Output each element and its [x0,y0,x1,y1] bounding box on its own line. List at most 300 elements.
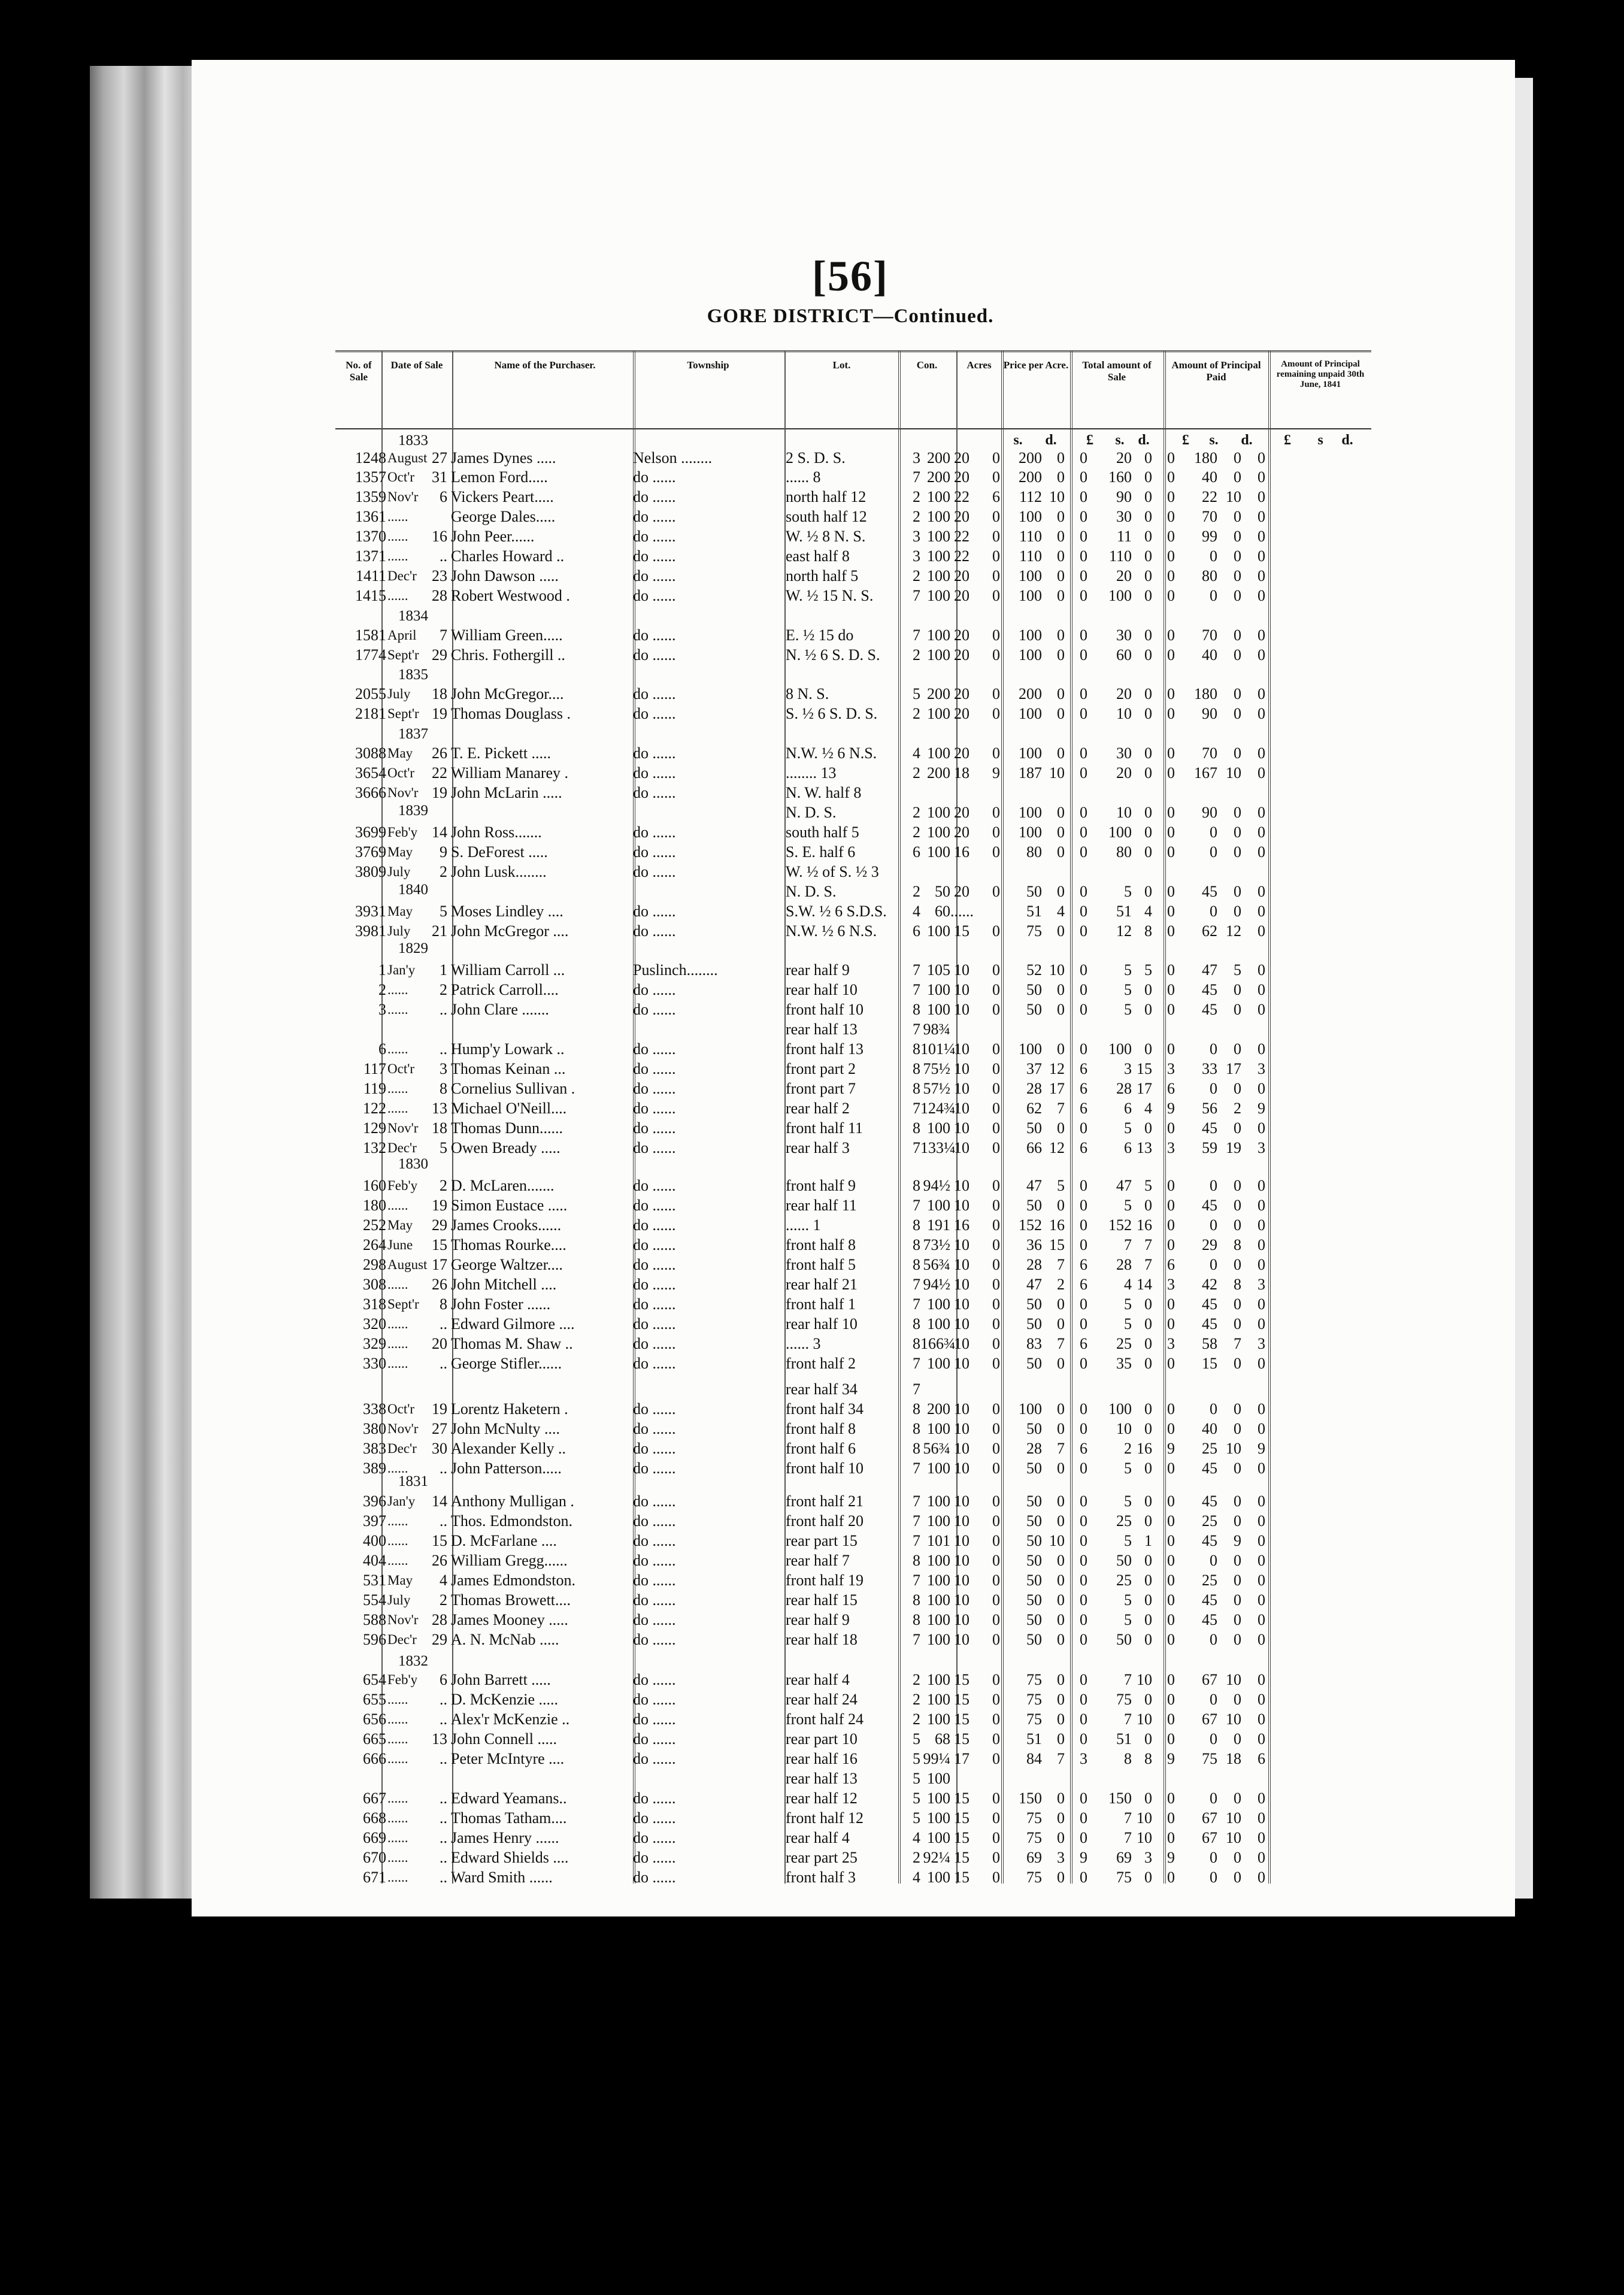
cell-pd: 0 [992,1420,1000,1437]
cell-ps: 20 [954,468,969,486]
cell-us: 7 [1234,1335,1241,1352]
cell-ud: 0 [1258,1256,1265,1273]
cell-day: 21 [432,922,447,940]
cell-us: 0 [1234,1460,1241,1477]
cell-name: John Clare ....... [451,1001,549,1018]
cell-tl: 50 [1026,1572,1042,1589]
cell-twp: do ...... [633,1256,676,1273]
cell-ud: 0 [1258,883,1265,900]
cell-name: Chris. Fothergill .. [451,646,565,664]
cell-twp: do ...... [633,1750,676,1767]
table-row [335,1769,1371,1789]
cell-day: 8 [440,1080,447,1097]
cell-ud: 0 [1258,804,1265,821]
cell-lot: front half 21 [786,1492,863,1510]
cell-ts: 17 [1049,1080,1065,1097]
cell-con: 4 [913,1829,920,1846]
cell-day: 27 [432,449,447,467]
cell-pd: 0 [992,1001,1000,1018]
cell-psh: 0 [1144,1335,1152,1352]
cell-ps: 10 [954,1119,969,1137]
cell-ul: 70 [1202,508,1217,525]
cell-name: John Ross....... [451,823,542,841]
cell-con: 7 [913,1021,920,1038]
cell-ts: 4 [1057,903,1065,920]
cell-no: 554 [363,1591,386,1609]
cell-ul: 29 [1202,1236,1217,1254]
cell-us: 0 [1234,1849,1241,1866]
cell-con: 2 [913,508,920,525]
cell-psh: 0 [1144,528,1152,545]
cell-lot: rear half 7 [786,1552,850,1569]
table-row [335,1590,1371,1610]
cell-ps: 10 [954,1532,969,1549]
cell-ts: 0 [1057,508,1065,525]
cell-pd: 0 [992,1197,1000,1214]
cell-ul: 22 [1202,488,1217,505]
cell-lot: north half 12 [786,488,866,505]
cell-day: 2 [440,981,447,998]
cell-ps: 15 [954,1790,969,1807]
cell-ud: 0 [1258,567,1265,585]
cell-pdd: 0 [1167,883,1175,900]
cell-td: 0 [1080,508,1087,525]
cell-con: 3 [913,449,920,467]
cell-no: 3981 [355,922,386,940]
cell-pd: 0 [992,1440,1000,1457]
cell-pdd: 9 [1167,1100,1175,1117]
cell-pd: 0 [992,1256,1000,1273]
cell-acres: 200 [927,1400,950,1418]
cell-lot: W. ½ 15 N. S. [786,587,874,604]
table-row [335,625,1371,646]
cell-day: 16 [432,528,447,545]
cell-acres: 56¾ [923,1440,950,1457]
cell-lot: ........ 13 [786,764,837,782]
cell-day: 23 [432,567,447,585]
cell-ps: 15 [954,1730,969,1748]
cell-acres: 200 [927,449,950,467]
cell-acres: 100 [927,567,950,585]
table-row [335,448,1371,468]
cell-ps: 16 [954,1216,969,1234]
cell-td: 0 [1080,567,1087,585]
cell-ud: 0 [1258,587,1265,604]
table-row [335,1867,1371,1888]
cell-acres: 133¼ [920,1139,956,1156]
cell-day: .. [440,1849,447,1866]
cell-name: Moses Lindley .... [451,903,563,920]
cell-psh: 0 [1144,1355,1152,1372]
cell-twp: do ...... [633,1440,676,1457]
cell-pd: 0 [992,685,1000,703]
header-purchaser: Name of the Purchaser. [494,359,596,371]
table-row [335,1294,1371,1315]
cell-psh: 10 [1137,1671,1152,1688]
cell-lot: front half 19 [786,1572,863,1589]
cell-ps: 20 [954,508,969,525]
cell-twp: do ...... [633,1460,676,1477]
cell-pl: 75 [1116,1691,1132,1708]
cell-psh: 4 [1144,903,1152,920]
cell-pd: 0 [992,1710,1000,1728]
cell-pd: 0 [992,646,1000,664]
cell-twp: do ...... [633,1691,676,1708]
cell-con: 7 [913,961,920,979]
cell-lot: front half 9 [786,1177,856,1194]
cell-pl: 20 [1116,685,1132,703]
cell-ts: 10 [1049,1532,1065,1549]
cell-ud: 0 [1258,1512,1265,1530]
cell-pd: 0 [992,1691,1000,1708]
table-row [335,1354,1371,1374]
cell-ud: 0 [1258,1552,1265,1569]
cell-day: 3 [440,1060,447,1077]
unit-paid-d: d. [1241,432,1253,448]
cell-ps: 10 [954,1611,969,1628]
cell-acres: 100 [927,1710,950,1728]
cell-acres: 100 [927,1119,950,1137]
cell-tl: 50 [1026,1295,1042,1313]
cell-month: Jan'y [387,1494,416,1509]
header-principal-paid: Amount of Principal Paid [1171,359,1261,383]
cell-lot: N. ½ 6 S. D. S. [786,646,880,664]
cell-day: 7 [440,626,447,644]
cell-ps: 20 [954,883,969,900]
cell-ts: 0 [1057,705,1065,722]
cell-us: 0 [1234,843,1241,861]
book-page-edges [90,66,204,1899]
cell-pd: 0 [992,1119,1000,1137]
table-row [335,1808,1371,1828]
table-row [335,546,1371,567]
cell-day: 5 [440,1139,447,1156]
cell-td: 0 [1080,1216,1087,1234]
cell-acres: 100 [927,1512,950,1530]
cell-pdd: 0 [1167,981,1175,998]
cell-lot: S. ½ 6 S. D. S. [786,705,878,722]
cell-ul: 25 [1202,1440,1217,1457]
cell-month: July [387,924,411,938]
cell-pd: 0 [992,961,1000,979]
cell-ts: 0 [1057,804,1065,821]
cell-tl: 50 [1026,1552,1042,1569]
cell-pl: 5 [1124,1315,1132,1333]
cell-us: 0 [1234,1080,1241,1097]
header-price: Price per Acre. [1003,359,1069,371]
cell-con: 2 [913,1710,920,1728]
cell-tl: 36 [1026,1236,1042,1254]
cell-day: 15 [432,1532,447,1549]
cell-twp: do ...... [633,1829,676,1846]
cell-no: 400 [363,1532,386,1549]
cell-td: 0 [1080,883,1087,900]
cell-acres: 100 [927,587,950,604]
cell-no: 1248 [355,449,386,467]
cell-name: John Patterson..... [451,1460,562,1477]
cell-pdd: 9 [1167,1750,1175,1767]
cell-ud: 0 [1258,1460,1265,1477]
cell-pd: 0 [992,843,1000,861]
cell-pdd: 0 [1167,449,1175,467]
cell-no: 1359 [355,488,386,505]
table-row [335,1729,1371,1749]
cell-ts: 0 [1057,1691,1065,1708]
cell-td: 0 [1080,1420,1087,1437]
cell-pdd: 0 [1167,961,1175,979]
cell-lot: rear half 12 [786,1790,858,1807]
cell-name: Patrick Carroll.... [451,981,559,998]
cell-con: 3 [913,547,920,565]
year-marker: 1840 [398,882,428,898]
cell-ul: 0 [1210,823,1217,841]
cell-ps: 10 [954,1335,969,1352]
cell-psh: 8 [1144,1750,1152,1767]
cell-ud: 0 [1258,1829,1265,1846]
cell-pdd: 9 [1167,1849,1175,1866]
cell-ps: 10 [954,1236,969,1254]
cell-pd: 0 [992,922,1000,940]
cell-ps: 20 [954,449,969,467]
cell-ts: 0 [1057,1790,1065,1807]
cell-lot: rear half 4 [786,1671,850,1688]
cell-con: 6 [913,922,920,940]
cell-no: 668 [363,1809,386,1827]
cell-acres: 100 [927,1691,950,1708]
table-row [335,921,1371,941]
cell-name: Vickers Peart..... [451,488,554,505]
cell-twp: do ...... [633,1139,676,1156]
cell-ul: 45 [1202,1197,1217,1214]
cell-ul: 0 [1210,1631,1217,1648]
cell-ps: 10 [954,1177,969,1194]
header-total: Total amount of Sale [1082,359,1152,383]
cell-month: ...... [387,1850,408,1865]
cell-us: 0 [1234,1552,1241,1569]
cell-no: 667 [363,1790,386,1807]
cell-pd: 0 [992,1177,1000,1194]
cell-month: June [387,1237,413,1252]
cell-ps: 20 [954,587,969,604]
cell-twp: do ...... [633,1849,676,1866]
cell-ud: 0 [1258,744,1265,762]
cell-ts: 0 [1057,468,1065,486]
cell-us: 0 [1234,1216,1241,1234]
cell-pd: 0 [992,823,1000,841]
cell-twp: do ...... [633,1591,676,1609]
cell-month: ...... [387,1101,408,1116]
cell-pl: 60 [1116,646,1132,664]
cell-psh: 0 [1144,1591,1152,1609]
cell-twp: do ...... [633,1492,676,1510]
table-row [335,1059,1371,1079]
cell-us: 0 [1234,1730,1241,1748]
cell-pd: 0 [992,1080,1000,1097]
table-row [335,1195,1371,1216]
cell-pd: 0 [992,1512,1000,1530]
cell-pl: 5 [1124,981,1132,998]
cell-day: 5 [440,903,447,920]
cell-ps: 10 [954,1572,969,1589]
cell-acres: 100 [927,528,950,545]
page-margin-strip [1515,78,1533,1899]
cell-ts: 0 [1057,1512,1065,1530]
table-row [335,1079,1371,1099]
cell-tl: 100 [1019,587,1042,604]
cell-twp: do ...... [633,468,676,486]
cell-pd: 0 [992,508,1000,525]
cell-name: Peter McIntyre .... [451,1750,565,1767]
cell-ul: 90 [1202,804,1217,821]
cell-ts: 0 [1057,1119,1065,1137]
cell-pl: 8 [1124,1750,1132,1767]
cell-pd: 0 [992,1532,1000,1549]
cell-month: ...... [387,529,408,544]
cell-tl: 28 [1026,1256,1042,1273]
cell-pl: 80 [1116,843,1132,861]
cell-acres: 57½ [923,1080,950,1097]
cell-ud: 0 [1258,1710,1265,1728]
cell-ps: 22 [954,488,969,505]
cell-ul: 0 [1210,1080,1217,1097]
cell-ts: 5 [1057,1177,1065,1194]
cell-pdd: 0 [1167,508,1175,525]
cell-twp: do ...... [633,1572,676,1589]
header-acres: Acres [966,359,992,371]
cell-ts: 0 [1057,1631,1065,1648]
cell-psh: 16 [1137,1440,1152,1457]
cell-ts: 0 [1057,1611,1065,1628]
unit-rem-s: s [1317,432,1323,448]
cell-td: 6 [1080,1256,1087,1273]
cell-day: 18 [432,685,447,703]
cell-no: 252 [363,1216,386,1234]
cell-day: 13 [432,1100,447,1117]
cell-tl: 75 [1026,922,1042,940]
cell-no: 397 [363,1512,386,1530]
cell-pd: 0 [992,1236,1000,1254]
cell-con: 2 [913,1671,920,1688]
cell-ts: 0 [1057,1295,1065,1313]
table-row [335,684,1371,704]
table-row [335,1255,1371,1275]
cell-pl: 5 [1124,961,1132,979]
cell-lot: front half 11 [786,1119,863,1137]
cell-ts: 0 [1057,449,1065,467]
year-marker: 1833 [398,432,428,449]
cell-con: 8 [913,1335,920,1352]
cell-ul: 25 [1202,1572,1217,1589]
cell-us: 0 [1234,1400,1241,1418]
cell-ps: 10 [954,1512,969,1530]
cell-acres: 100 [927,804,950,821]
cell-pd: 0 [992,449,1000,467]
cell-acres: 101 [927,1532,950,1549]
table-row [335,1630,1371,1650]
cell-pl: 2 [1124,1440,1132,1457]
cell-us: 2 [1234,1100,1241,1117]
cell-pdd: 3 [1167,1139,1175,1156]
cell-con: 7 [913,1492,920,1510]
cell-pd: 0 [992,1060,1000,1077]
cell-twp: do ...... [633,567,676,585]
cell-pd: 0 [992,567,1000,585]
cell-pdd: 0 [1167,823,1175,841]
cell-ts: 0 [1057,626,1065,644]
cell-pl: 5 [1124,1001,1132,1018]
cell-pdd: 3 [1167,1060,1175,1077]
cell-twp: do ...... [633,1119,676,1137]
unit-price-d: d. [1045,432,1057,448]
cell-con: 7 [913,1295,920,1313]
cell-pd: 0 [992,981,1000,998]
cell-ul: 70 [1202,744,1217,762]
cell-con: 7 [913,1572,920,1589]
cell-ps: 10 [954,1315,969,1333]
cell-lot: rear half 9 [786,1611,850,1628]
cell-pdd: 0 [1167,744,1175,762]
cell-ul: 80 [1202,567,1217,585]
cell-acres: 100 [927,823,950,841]
year-marker: 1831 [398,1473,428,1489]
cell-lot: ...... 3 [786,1335,821,1352]
cell-pl: 10 [1116,804,1132,821]
cell-td: 0 [1080,1355,1087,1372]
cell-pl: 7 [1124,1809,1132,1827]
cell-pl: 5 [1124,1611,1132,1628]
cell-psh: 0 [1144,468,1152,486]
cell-pd: 9 [992,764,1000,782]
cell-psh: 0 [1144,823,1152,841]
cell-psh: 7 [1144,1236,1152,1254]
cell-td: 9 [1080,1849,1087,1866]
cell-acres: 100 [927,1420,950,1437]
cell-lot: front half 1 [786,1295,856,1313]
cell-ud: 0 [1258,1080,1265,1097]
cell-pl: 6 [1124,1139,1132,1156]
cell-no: 665 [363,1730,386,1748]
cell-ul: 0 [1210,1177,1217,1194]
cell-lot: front half 10 [786,1001,863,1018]
cell-ud: 0 [1258,685,1265,703]
cell-name: D. McLaren....... [451,1177,555,1194]
cell-pd: 0 [992,1611,1000,1628]
cell-month: August [387,1257,428,1272]
cell-us: 0 [1234,567,1241,585]
cell-tl: 50 [1026,1512,1042,1530]
cell-month: ...... [387,1356,408,1371]
cell-lot: front half 24 [786,1710,863,1728]
cell-pdd: 0 [1167,1809,1175,1827]
cell-tl: 28 [1026,1440,1042,1457]
cell-ts: 0 [1057,646,1065,664]
cell-ps: 10 [954,1139,969,1156]
cell-no: 298 [363,1256,386,1273]
cell-acres: 200 [927,764,950,782]
cell-ps: 22 [954,547,969,565]
cell-day: 29 [432,646,447,664]
cell-us: 0 [1234,626,1241,644]
cell-tl: 100 [1019,744,1042,762]
cell-pdd: 0 [1167,1001,1175,1018]
cell-month: Oct'r [387,1061,415,1076]
cell-pdd: 0 [1167,1552,1175,1569]
cell-td: 0 [1080,1869,1087,1886]
cell-pdd: 0 [1167,1236,1175,1254]
cell-month: July [387,864,411,879]
cell-con: 7 [913,587,920,604]
cell-ud: 0 [1258,1591,1265,1609]
